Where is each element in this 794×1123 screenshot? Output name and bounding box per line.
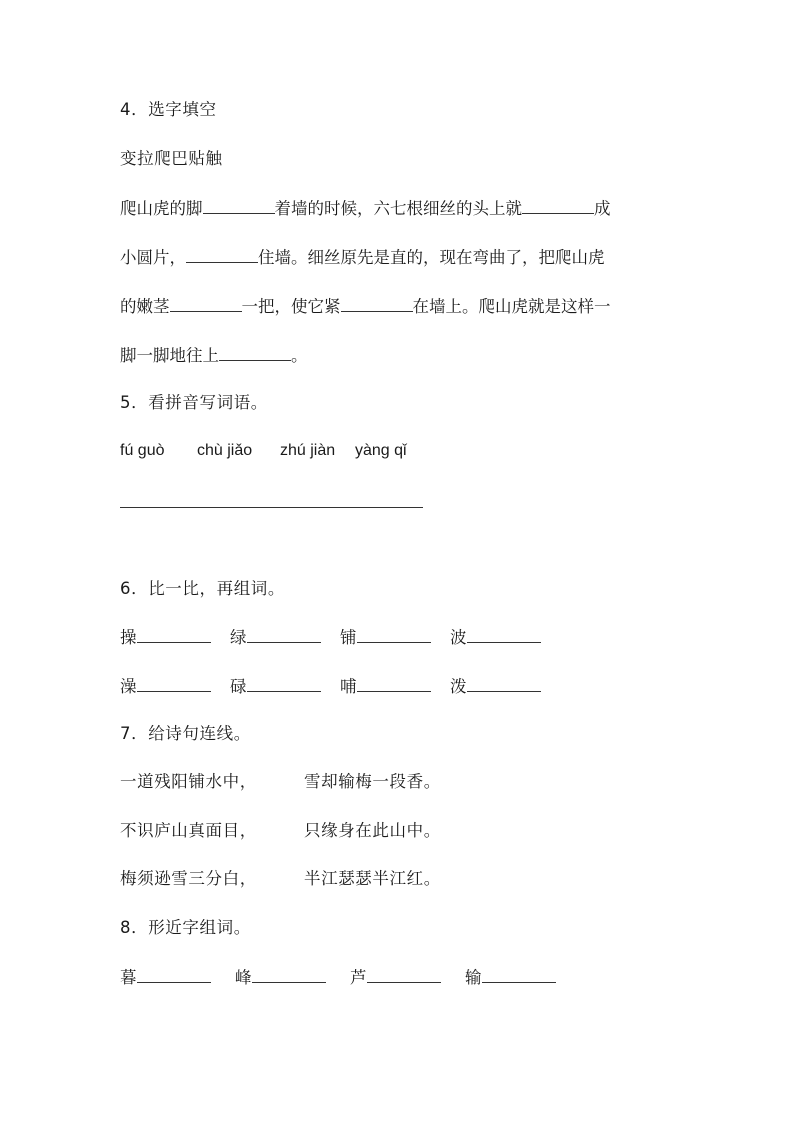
pinyin-word: fú guò [120,442,165,459]
q7-pair-1 [120,770,441,794]
q4-text: 在墙上。爬山虎就是这样一 [412,297,611,316]
q8-blank[interactable] [137,965,211,983]
q4-paragraph-line-3 [120,294,676,319]
q4-title: 4．选字填空 [120,100,217,119]
q8-blank[interactable] [252,965,326,983]
q5-answer-line[interactable] [120,507,423,508]
poem-left[interactable]: 不识庐山真面目， [120,821,257,840]
q6-char: 绿 [230,628,248,647]
q6-char: 哺 [340,677,358,696]
q8-char: 输 [465,968,483,987]
q5-title: 5．看拼音写词语。 [120,393,268,412]
q4-paragraph-line-2 [120,245,676,270]
q4-blank-1[interactable] [203,196,275,214]
q7-pair-3 [120,867,441,891]
poem-left[interactable]: 梅须逊雪三分白， [120,869,257,888]
q4-text: 的嫩茎 [120,297,170,316]
q4-blank-6[interactable] [219,343,291,361]
q4-blank-4[interactable] [170,294,242,312]
q6-row-1 [120,625,541,650]
q4-text: 一把，使它紧 [241,297,341,316]
q6-char: 操 [120,628,138,647]
q8-char: 峰 [235,968,253,987]
pinyin-word: yàng qǐ [355,442,407,459]
q8-row [120,965,556,990]
q4-text: 爬山虎的脚 [120,199,203,218]
q6-blank[interactable] [137,625,211,643]
q4-text: 脚一脚地往上 [120,346,219,365]
q4-char-options: 变拉爬巴贴触 [120,149,223,168]
q4-text: 成 [594,199,611,218]
q8-blank[interactable] [367,965,441,983]
q4-text: 小圆片， [120,248,186,267]
poem-left[interactable]: 一道残阳铺水中， [120,772,257,791]
q6-char: 碌 [230,677,248,696]
q4-text: 住墙。细丝原先是直的，现在弯曲了，把爬山虎 [258,248,605,267]
pinyin-word: zhú jiàn [280,442,336,459]
q7-pair-2 [120,819,441,843]
q6-char: 铺 [340,628,358,647]
poem-right[interactable]: 半江瑟瑟半江红。 [304,869,441,888]
q4-text: 。 [291,346,308,365]
q8-char: 暮 [120,968,138,987]
q6-char: 波 [450,628,468,647]
q6-blank[interactable] [357,674,431,692]
q8-char: 芦 [350,968,368,987]
q6-title: 6．比一比，再组词。 [120,579,285,598]
q6-char: 泼 [450,677,468,696]
q5-pinyin-row [120,440,407,462]
q4-paragraph-line-1 [120,196,676,221]
q6-char: 澡 [120,677,138,696]
q4-blank-2[interactable] [522,196,594,214]
q6-blank[interactable] [467,674,541,692]
q6-blank[interactable] [247,625,321,643]
poem-right[interactable]: 只缘身在此山中。 [304,821,441,840]
q6-blank[interactable] [467,625,541,643]
poem-right[interactable]: 雪却输梅一段香。 [304,772,441,791]
q4-text: 着墙的时候，六七根细丝的头上就 [274,199,522,218]
pinyin-word: chù jiǎo [197,442,253,459]
q6-blank[interactable] [137,674,211,692]
q4-blank-5[interactable] [341,294,413,312]
q4-blank-3[interactable] [186,245,258,263]
q6-blank[interactable] [247,674,321,692]
q8-title: 8．形近字组词。 [120,918,251,937]
q6-row-2 [120,674,541,699]
q7-title: 7．给诗句连线。 [120,724,251,743]
q4-paragraph-line-4 [120,343,676,368]
q6-blank[interactable] [357,625,431,643]
q8-blank[interactable] [482,965,556,983]
